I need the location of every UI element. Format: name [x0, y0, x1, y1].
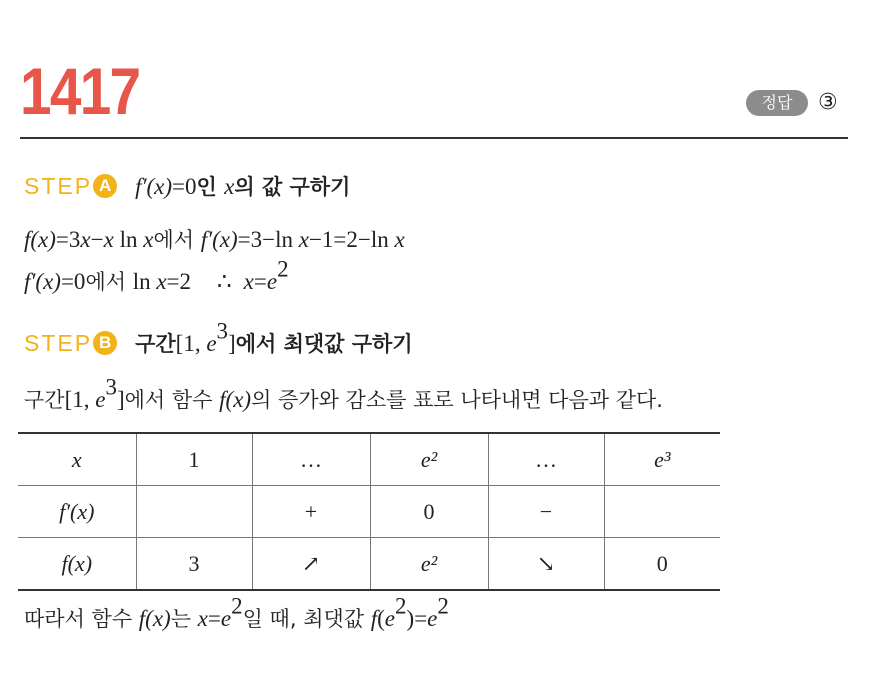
eq: = [253, 269, 267, 294]
exponent: 2 [277, 256, 289, 282]
step-b-label: STEP [24, 329, 93, 356]
conclusion-line [24, 593, 449, 633]
desc-mid: 에서 함수 [124, 388, 220, 412]
paren-close: ) [406, 606, 415, 631]
paren-open: ( [377, 606, 385, 631]
variation-table [18, 432, 720, 591]
table-row-header: f(x) [18, 538, 136, 591]
step-a-title-x: x [224, 174, 235, 199]
exponent: 3 [105, 374, 117, 400]
step-b-title-end: 에서 최댓값 구하기 [235, 332, 413, 356]
fx: f(x) [138, 606, 171, 631]
fprime: f′(x) [24, 269, 61, 294]
step-a-title [135, 171, 350, 201]
connector: 에서 [85, 270, 133, 294]
step-b-letter-badge: B [93, 331, 117, 355]
fx: f(x) [219, 387, 252, 412]
table-cell: 3 [136, 538, 252, 591]
table-cell: … [252, 433, 370, 486]
interval-open: [1, [64, 387, 96, 412]
answer-badge: 정답 [746, 90, 808, 116]
step-a-title-mid: 인 [196, 175, 217, 199]
x: x [394, 227, 405, 252]
table-cell [136, 486, 252, 538]
table-row-header: f′(x) [18, 486, 136, 538]
eq: =3 [55, 227, 81, 252]
table-cell: + [252, 486, 370, 538]
table-cell: 0 [370, 486, 488, 538]
answer-value: ③ [818, 90, 838, 115]
step-b-title [135, 318, 413, 358]
interval-close: ] [116, 387, 125, 412]
e: e [206, 331, 217, 356]
fprime: f′(x) [200, 227, 238, 252]
step-b-heading [24, 318, 413, 358]
val: =2 [166, 269, 192, 294]
table-cell: e³ [604, 433, 720, 486]
eq: = [207, 606, 221, 631]
rest: −1=2−ln [308, 227, 395, 252]
ln: ln [132, 269, 157, 294]
eq: = [414, 606, 428, 631]
interval-close: ] [228, 331, 236, 356]
interval-open: [1, [175, 331, 207, 356]
desc-end: 의 증가와 감소를 표로 나타내면 다음과 같다. [251, 388, 663, 412]
conclusion-mid1: 는 [170, 607, 198, 631]
x: x [156, 269, 167, 294]
ln: ln [113, 227, 144, 252]
exponent: 2 [231, 593, 243, 619]
x: x [298, 227, 309, 252]
conclusion-mid2: 일 때, 최댓값 [242, 607, 371, 631]
table-cell: e² [370, 538, 488, 591]
table-cell: − [488, 486, 604, 538]
table-cell: ↗ [252, 538, 370, 591]
step-b-description [24, 374, 663, 414]
exponent: 2 [395, 593, 407, 619]
table-row [18, 538, 720, 591]
table-row-header: x [18, 433, 136, 486]
therefore-symbol: ∴ [217, 269, 232, 294]
step-a-letter-badge: A [93, 174, 117, 198]
eq: =3−ln [237, 227, 299, 252]
step-a-solution-line [24, 256, 289, 296]
e: e [266, 269, 278, 294]
minus: − [90, 227, 104, 252]
header-divider [20, 137, 848, 139]
exponent: 3 [216, 318, 229, 344]
conclusion-pre: 따라서 함수 [24, 607, 139, 631]
e: e [384, 606, 396, 631]
x: x [143, 227, 154, 252]
f: f [370, 606, 378, 631]
eq: =0 [60, 269, 86, 294]
e: e [220, 606, 232, 631]
x: x [197, 606, 208, 631]
exponent: 2 [437, 593, 449, 619]
step-a-derivative-line [24, 224, 405, 254]
step-a-title-end: 의 값 구하기 [234, 175, 351, 199]
problem-number: 1417 [20, 54, 140, 128]
table-cell: ↘ [488, 538, 604, 591]
step-a-title-eq: =0 [172, 174, 197, 199]
fx: f(x) [24, 227, 56, 252]
table-cell [604, 486, 720, 538]
step-a-heading [24, 171, 350, 201]
x: x [243, 269, 254, 294]
table-row [18, 433, 720, 486]
table-row [18, 486, 720, 538]
desc-pre: 구간 [24, 388, 65, 412]
table-cell: … [488, 433, 604, 486]
table-cell: e² [370, 433, 488, 486]
x: x [103, 227, 114, 252]
step-a-label: STEP [24, 172, 93, 199]
step-a-title-fprime: f′(x) [135, 174, 173, 199]
step-b-title-pre: 구간 [135, 332, 176, 356]
table-cell: 0 [604, 538, 720, 591]
connector: 에서 [153, 228, 201, 252]
e: e [427, 606, 438, 631]
x: x [80, 227, 91, 252]
e: e [95, 387, 106, 412]
table-cell: 1 [136, 433, 252, 486]
